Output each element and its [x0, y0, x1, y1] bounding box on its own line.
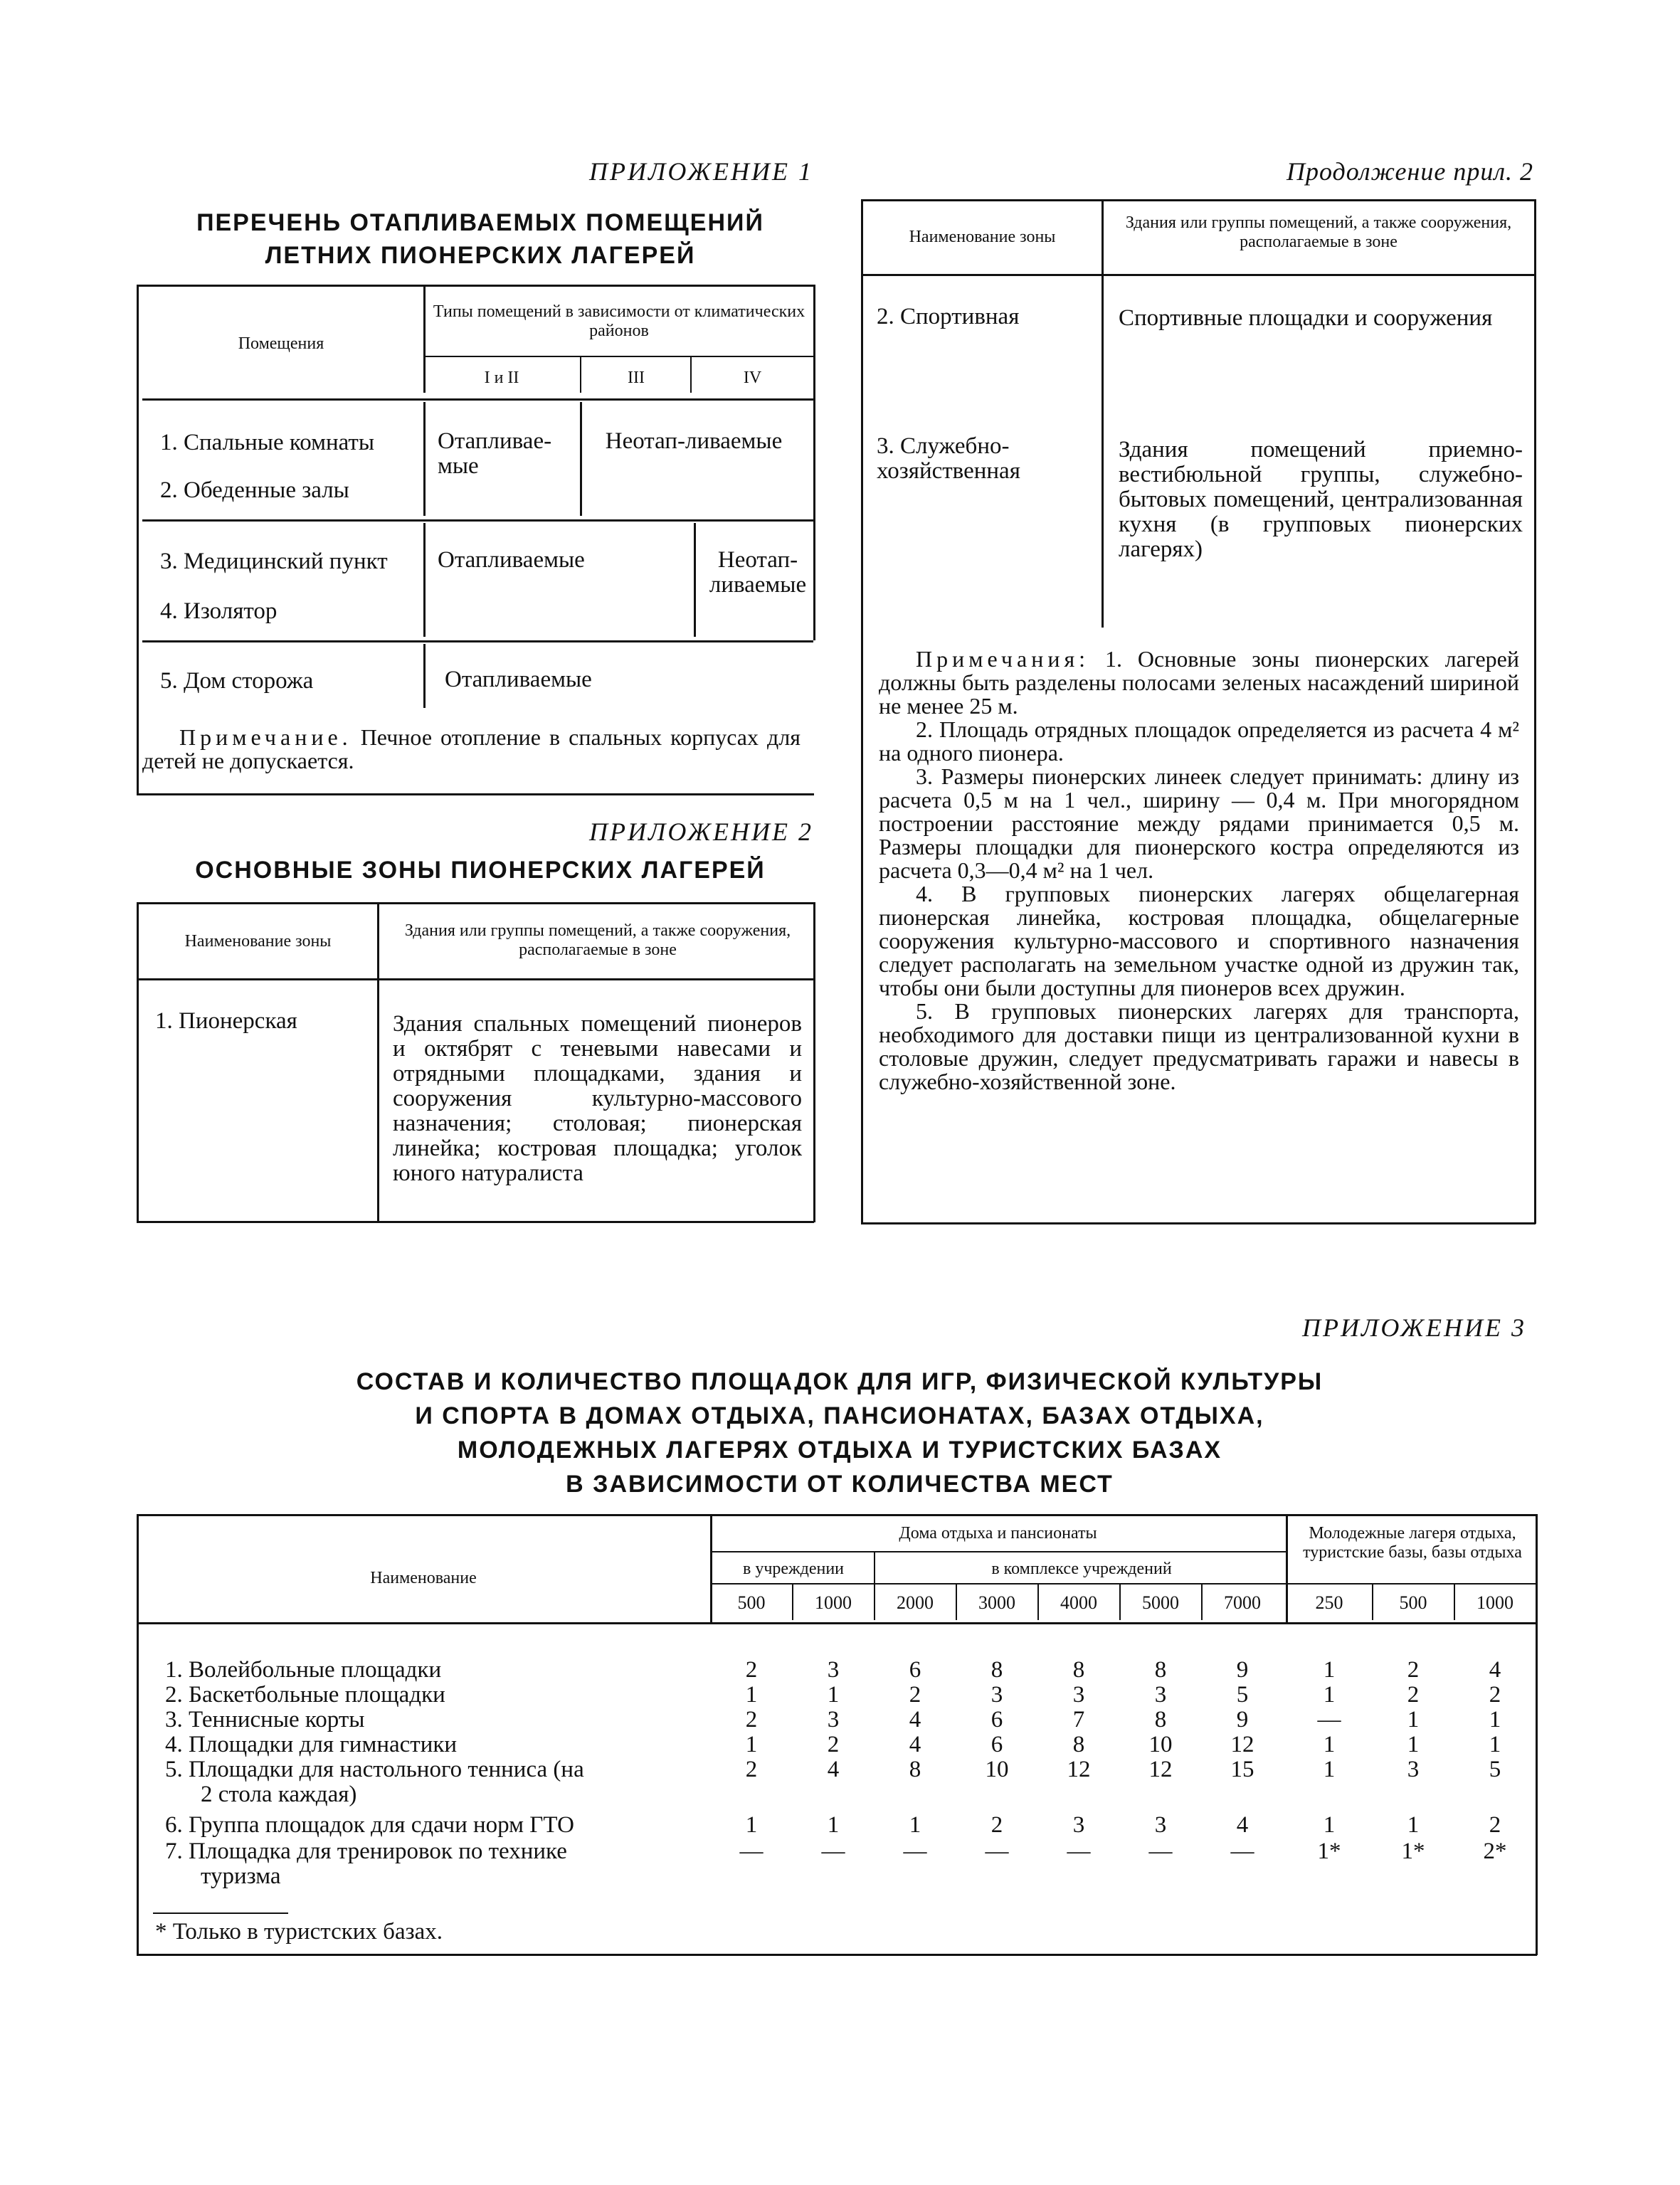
- table-cell: —: [1148, 1839, 1173, 1864]
- appendix2-notes-head: Примечания:: [916, 646, 1090, 672]
- zone-sport-name: 2. Спортивная: [877, 304, 1020, 329]
- table-cell: 12: [1148, 1757, 1173, 1782]
- zone-pioneer-name: 1. Пионерская: [155, 1008, 297, 1034]
- table-cell: 1: [1323, 1757, 1336, 1782]
- table-cell: 1: [1407, 1812, 1420, 1838]
- table-cell: 1: [1489, 1707, 1501, 1732]
- appendix2-note3: 3. Размеры пионерских линеек следует принимать: длину из расчета 0,5 м на 1 чел., ширину — 0,4 м. При многорядном построении расстояние между рядами принимается 0,5 м. Размеры площадки для пионерского костра определяются из расчета 0,3—0,4 м² на 1 чел.: [879, 763, 1519, 883]
- appendix3-title-line-4: В ЗАВИСИМОСТИ ОТ КОЛИЧЕСТВА МЕСТ: [566, 1471, 1114, 1498]
- row-name: 2 стола каждая): [201, 1782, 357, 1807]
- col-i-ii-header: I и II: [484, 369, 519, 387]
- appendix1-title-line1: ПЕРЕЧЕНЬ ОТАПЛИВАЕМЫХ ПОМЕЩЕНИЙ: [196, 209, 764, 236]
- cell-unheated-1: Неотап-ливаемые: [605, 428, 783, 454]
- appendix2-notes: [879, 647, 1519, 1094]
- table-cell: 1: [745, 1812, 758, 1838]
- table-cell: 8: [1154, 1707, 1167, 1732]
- table-cell: 2: [909, 1682, 921, 1708]
- table-cell: —: [985, 1839, 1009, 1864]
- table-cell: 10: [985, 1757, 1009, 1782]
- col-iv-header: IV: [743, 369, 762, 387]
- appendix1-note-head: Примечание.: [179, 724, 352, 750]
- table-cell: 5: [1236, 1682, 1249, 1708]
- table-cell: 3: [1072, 1682, 1085, 1708]
- table-cell: 2: [745, 1707, 758, 1732]
- appendix2-note5: 5. В групповых пионерских лагерях для транспорта, необходимого для доставки пищи из централизованной кухни в столовые дружин, следует предусматривать гаражи и навесы в служебно-хозяйственной зоне.: [879, 998, 1519, 1094]
- table-cell: —: [821, 1839, 845, 1864]
- appendix1-note-text: Печное отопление в спальных корпусах для детей не допускается.: [142, 724, 801, 773]
- cell-unheated-2: Неотап-ливаемые: [709, 547, 807, 598]
- table-cell: 1: [1323, 1657, 1336, 1683]
- capacity-header: 3000: [978, 1592, 1015, 1613]
- col-zone-header-cont: Наименование зоны: [909, 228, 1056, 246]
- table-cell: 3: [827, 1707, 840, 1732]
- table-cell: 2: [1407, 1657, 1420, 1683]
- appendix2-label: ПРИЛОЖЕНИЕ 2: [589, 818, 813, 846]
- capacity-header: 5000: [1142, 1592, 1179, 1613]
- table-cell: 1: [1407, 1707, 1420, 1732]
- row-medical-point: 3. Медицинский пункт: [160, 549, 388, 574]
- table-cell: 1: [827, 1812, 840, 1838]
- table-cell: 1: [1323, 1682, 1336, 1708]
- col-buildings-header: Здания или группы помещений, а также сооружения, располагаемые в зоне: [404, 921, 791, 959]
- capacity-header: 500: [1399, 1592, 1427, 1613]
- appendix2-note4: 4. В групповых пионерских лагерях общелагерная пионерская линейка, костровая площадка, общелагерные сооружения культурно-массового и спортивного назначения следует располагать на земельном участке одной из дружин так, чтобы они были доступны для пионеров всех дружин.: [879, 881, 1519, 1000]
- table-cell: 1: [745, 1732, 758, 1757]
- table-cell: 6: [990, 1732, 1003, 1757]
- capacity-header: 4000: [1060, 1592, 1097, 1613]
- zone-service-desc: Здания помещений приемно-вестибюльной группы, служебно-бытовых помещений, централизованная кухня (в групповых пионерских лагерях): [1119, 437, 1523, 562]
- table-cell: 4: [1489, 1657, 1501, 1683]
- table-cell: 8: [909, 1757, 921, 1782]
- col-buildings-header-cont: Здания или группы помещений, а также сооружения, располагаемые в зоне: [1125, 213, 1512, 251]
- table-cell: 2: [1407, 1682, 1420, 1708]
- appendix3-footnote: * Только в туристских базах.: [155, 1919, 443, 1945]
- table-cell: 2: [1489, 1682, 1501, 1708]
- table-cell: 1: [827, 1682, 840, 1708]
- table-cell: 1*: [1317, 1839, 1341, 1864]
- table-cell: 4: [909, 1732, 921, 1757]
- row-sleeping-rooms: 1. Спальные комнаты: [160, 430, 375, 455]
- capacity-header: 500: [737, 1592, 766, 1613]
- appendix3-title-line-1: СОСТАВ И КОЛИЧЕСТВО ПЛОЩАДОК ДЛЯ ИГР, ФИЗИЧЕСКОЙ КУЛЬТУРЫ: [356, 1368, 1324, 1395]
- col-name-header: Наименование: [370, 1569, 477, 1587]
- cell-heated-3: Отапливаемые: [445, 667, 592, 692]
- appendix2-continued-label: Продолжение прил. 2: [1287, 157, 1534, 186]
- table-cell: 2: [745, 1657, 758, 1683]
- table-cell: 3: [990, 1682, 1003, 1708]
- col-iii-header: III: [628, 369, 645, 387]
- table-cell: 8: [1072, 1657, 1085, 1683]
- table-cell: 2*: [1483, 1839, 1507, 1864]
- table-cell: —: [1230, 1839, 1254, 1864]
- appendix1-note: [142, 726, 801, 773]
- appendix1-label: ПРИЛОЖЕНИЕ 1: [589, 157, 813, 186]
- appendix2-title: ОСНОВНЫЕ ЗОНЫ ПИОНЕРСКИХ ЛАГЕРЕЙ: [195, 857, 766, 884]
- table-cell: 3: [827, 1657, 840, 1683]
- table-cell: 12: [1230, 1732, 1254, 1757]
- row-name: 6. Группа площадок для сдачи норм ГТО: [165, 1812, 574, 1838]
- table-cell: 1: [1489, 1732, 1501, 1757]
- row-name: 5. Площадки для настольного тенниса (на: [165, 1757, 584, 1782]
- row-name: 2. Баскетбольные площадки: [165, 1682, 445, 1708]
- table-cell: —: [903, 1839, 927, 1864]
- col-zone-header: Наименование зоны: [184, 932, 332, 951]
- group-in-institution-header: в учреждении: [742, 1560, 845, 1578]
- col-types-header: Типы помещений в зависимости от климатических районов: [433, 302, 805, 340]
- table-cell: 9: [1236, 1657, 1249, 1683]
- table-cell: 10: [1148, 1732, 1173, 1757]
- table-cell: 1: [745, 1682, 758, 1708]
- group-rest-homes-header: Дома отдыха и пансионаты: [899, 1524, 1097, 1543]
- table-cell: 8: [1154, 1657, 1167, 1683]
- table-cell: 1: [1323, 1812, 1336, 1838]
- zone-pioneer-desc: Здания спальных помещений пионеров и октябрят с теневыми навесами и отрядными площадками, здания и сооружения культурно-массового назначения; столовая; пионерская линейка; костровая площадка; уголок юного натуралиста: [393, 1011, 802, 1186]
- table-cell: 9: [1236, 1707, 1249, 1732]
- appendix3-title-line-3: МОЛОДЕЖНЫХ ЛАГЕРЯХ ОТДЫХА И ТУРИСТСКИХ БАЗАХ: [457, 1437, 1222, 1464]
- table-cell: 8: [1072, 1732, 1085, 1757]
- table-cell: 12: [1067, 1757, 1091, 1782]
- capacity-header: 2000: [897, 1592, 934, 1613]
- cell-heated-2: Отапливаемые: [438, 547, 585, 573]
- appendix3-title: [213, 1365, 1466, 1501]
- table-cell: 5: [1489, 1757, 1501, 1782]
- table-cell: 3: [1072, 1812, 1085, 1838]
- row-name: туризма: [201, 1863, 281, 1889]
- table-cell: 4: [827, 1757, 840, 1782]
- zone-sport-desc: Спортивные площадки и сооружения: [1119, 305, 1493, 331]
- table-cell: 1: [1323, 1732, 1336, 1757]
- table-cell: 1*: [1401, 1839, 1425, 1864]
- row-name: 4. Площадки для гимнастики: [165, 1732, 458, 1757]
- table-cell: 2: [745, 1757, 758, 1782]
- capacity-header: 250: [1315, 1592, 1343, 1613]
- appendix2-note2: 2. Площадь отрядных площадок определяется из расчета 4 м² на одного пионера.: [879, 716, 1519, 766]
- capacity-header: 1000: [1476, 1592, 1513, 1613]
- row-dining-halls: 2. Обеденные залы: [160, 477, 349, 503]
- table-cell: 6: [909, 1657, 921, 1683]
- table-cell: —: [1317, 1707, 1341, 1732]
- group-youth-camps-header: Молодежные лагеря отдыха, туристские базы, базы отдыха: [1303, 1524, 1522, 1562]
- row-name: 3. Теннисные корты: [165, 1707, 365, 1732]
- table-cell: 2: [990, 1812, 1003, 1838]
- appendix3-label: ПРИЛОЖЕНИЕ 3: [1302, 1313, 1526, 1342]
- table-cell: 3: [1154, 1812, 1167, 1838]
- cell-heated-1: Отапливае-мые: [438, 428, 552, 479]
- table-cell: 7: [1072, 1707, 1085, 1732]
- row-name: 1. Волейбольные площадки: [165, 1657, 442, 1683]
- row-guard-house: 5. Дом сторожа: [160, 668, 314, 694]
- table-cell: 8: [990, 1657, 1003, 1683]
- appendix2-note1: 1. Основные зоны пионерских лагерей должны быть разделены полосами зеленых насаждений шириной не менее 25 м.: [879, 646, 1520, 719]
- appendix3-title-line-2: И СПОРТА В ДОМАХ ОТДЫХА, ПАНСИОНАТАХ, БАЗАХ ОТДЫХА,: [415, 1402, 1264, 1429]
- table-cell: 2: [827, 1732, 840, 1757]
- capacity-header: 1000: [815, 1592, 852, 1613]
- table-cell: 1: [909, 1812, 921, 1838]
- table-cell: 2: [1489, 1812, 1501, 1838]
- table-cell: 1: [1407, 1732, 1420, 1757]
- table-cell: 3: [1407, 1757, 1420, 1782]
- row-name: 7. Площадка для тренировок по технике: [165, 1839, 567, 1864]
- table-cell: 3: [1154, 1682, 1167, 1708]
- table-cell: 6: [990, 1707, 1003, 1732]
- appendix1-title-line2: ЛЕТНИХ ПИОНЕРСКИХ ЛАГЕРЕЙ: [265, 242, 696, 269]
- col-rooms-header: Помещения: [238, 334, 324, 353]
- capacity-header: 7000: [1224, 1592, 1261, 1613]
- zone-service-name: 3. Служебно-хозяйственная: [877, 433, 1020, 484]
- table-cell: —: [1067, 1839, 1091, 1864]
- table-cell: 4: [909, 1707, 921, 1732]
- group-in-complex-header: в комплексе учреждений: [991, 1560, 1172, 1578]
- row-isolator: 4. Изолятор: [160, 598, 278, 624]
- table-cell: 4: [1236, 1812, 1249, 1838]
- table-cell: —: [739, 1839, 764, 1864]
- table-cell: 15: [1230, 1757, 1254, 1782]
